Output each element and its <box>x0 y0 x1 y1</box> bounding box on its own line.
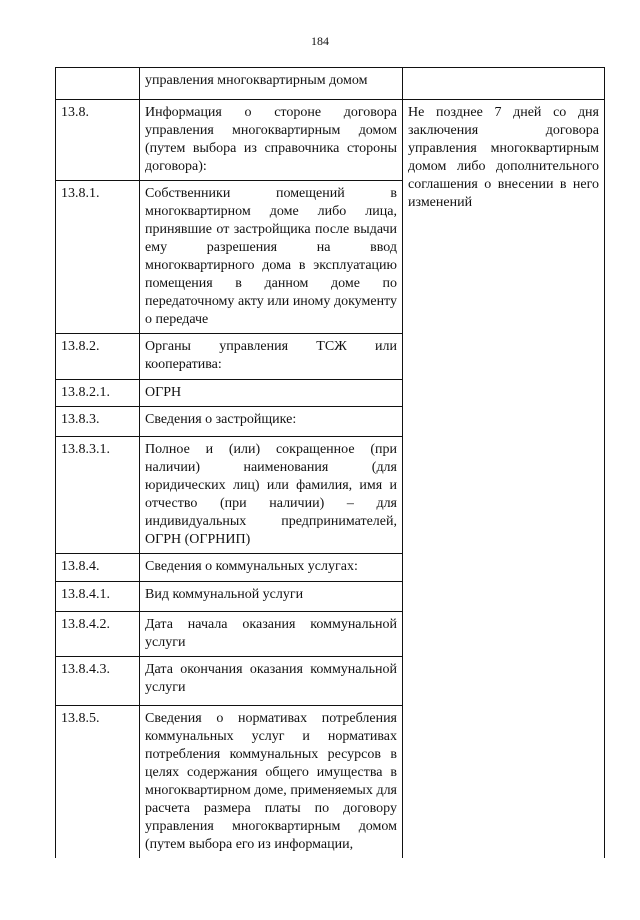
row-number-cell: 13.8.4. <box>56 554 140 582</box>
row-number-cell: 13.8.4.3. <box>56 657 140 706</box>
requirements-table <box>55 67 605 858</box>
row-description-cell: Дата начала оказания коммунальной услуги <box>140 612 403 657</box>
page-number: 184 <box>311 34 329 48</box>
row-number-cell: 13.8.3. <box>56 407 140 437</box>
row-number-cell: 13.8.4.1. <box>56 582 140 612</box>
row-number-cell: 13.8.4.2. <box>56 612 140 657</box>
row-description-cell: Сведения о застройщике: <box>140 407 403 437</box>
table-row <box>56 68 605 100</box>
row-number-cell: 13.8.3.1. <box>56 437 140 554</box>
row-number-cell: 13.8.1. <box>56 181 140 334</box>
row-number-cell: 13.8.2. <box>56 334 140 380</box>
row-number-cell: 13.8. <box>56 100 140 181</box>
row-description-cell: Вид коммунальной услуги <box>140 582 403 612</box>
row-description-cell: Сведения о нормативах потребления коммунальных услуг и нормативах потребления коммунальных ресурсов в целях содержания общего имущества в многоквартирном доме, применяемых для расчета размера платы по договору управления многоквартирным домом (путем выбора его из информации, <box>140 706 403 859</box>
row-description-cell: ОГРН <box>140 380 403 407</box>
deadline-cell: Не позднее 7 дней со дня заключения договора управления многоквартирным домом либо дополнительного соглашения о внесении в него изменений <box>403 100 605 859</box>
row-description-cell: управления многоквартирным домом <box>140 68 403 100</box>
row-deadline-cell <box>403 68 605 100</box>
row-number-cell: 13.8.2.1. <box>56 380 140 407</box>
row-description-cell: Дата окончания оказания коммунальной услуги <box>140 657 403 706</box>
row-description-cell: Информация о стороне договора управления многоквартирным домом (путем выбора из справочника стороны договора): <box>140 100 403 181</box>
row-description-cell: Полное и (или) сокращенное (при наличии) наименования (для юридических лиц) или фамилия, имя и отчество (при наличии) – для индивидуальных предпринимателей, ОГРН (ОГРНИП) <box>140 437 403 554</box>
row-description-cell: Сведения о коммунальных услугах: <box>140 554 403 582</box>
row-description-cell: Органы управления ТСЖ или кооператива: <box>140 334 403 380</box>
row-description-cell: Собственники помещений в многоквартирном доме либо лица, принявшие от застройщика после выдачи ему разрешения на ввод многоквартирного дома в эксплуатацию помещения в данном доме по передаточному акту или иному документу о передаче <box>140 181 403 334</box>
table-row <box>56 100 605 181</box>
row-number-cell <box>56 68 140 100</box>
row-number-cell: 13.8.5. <box>56 706 140 859</box>
